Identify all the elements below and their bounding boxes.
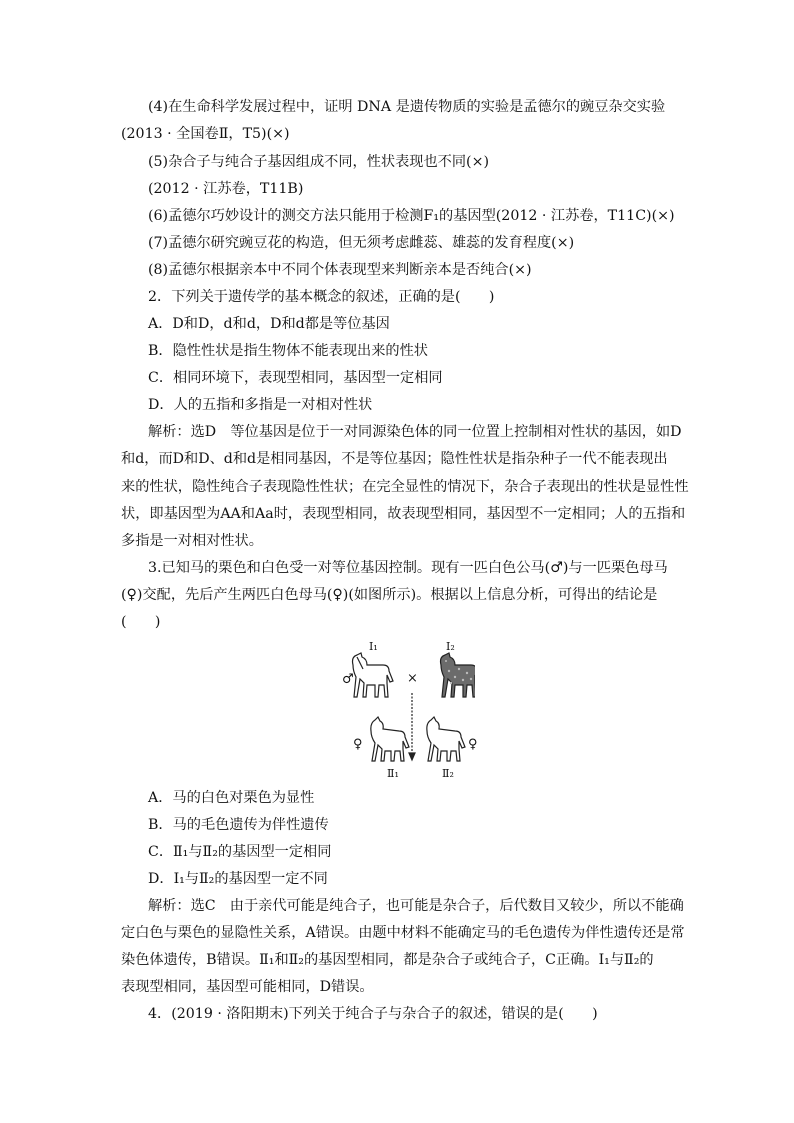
analysis-3-line-2: 定白色与栗色的显隐性关系，A错误。由题中材料不能确定马的毛色遗传为伴性遗传还是常 (121, 925, 685, 941)
analysis-3-line-3: 染色体遗传，B错误。Ⅱ₁和Ⅱ₂的基因型相同，都是杂合子或纯合子，C正确。Ⅰ₁与Ⅱ₂的 (121, 952, 654, 968)
analysis-2-line-4: 状，即基因型为AA和Aa时，表现型相同，故表现型相同，基因型不一定相同；人的五指和 (121, 506, 686, 522)
horse-pedigree-drawing (325, 635, 475, 785)
option-2c: C．相同环境下，表现型相同，基因型一定相同 (148, 370, 443, 386)
white-horse-child-2-icon (427, 717, 465, 761)
text-line-7: (8)孟德尔根据亲本中不同个体表现型来判断亲本是否纯合(×) (148, 262, 532, 278)
question-3-stem-1: 3.已知马的栗色和白色受一对等位基因控制。现有一匹白色公马(♂)与一匹栗色母马 (148, 560, 668, 576)
label-generation-1-individual-1: Ⅰ₁ (369, 640, 378, 653)
option-3b: B．马的毛色遗传为伴性遗传 (148, 817, 329, 833)
label-generation-2-individual-2: Ⅱ₂ (442, 767, 454, 780)
analysis-2-line-3: 来的性状，隐性纯合子表现隐性性状；在完全显性的情况下，杂合子表现出的性状是显性性 (121, 479, 689, 495)
option-3c: C．Ⅱ₁与Ⅱ₂的基因型一定相同 (148, 844, 332, 860)
option-2a: A．D和D，d和d，D和d都是等位基因 (148, 316, 390, 332)
option-3a: A．马的白色对栗色为显性 (148, 790, 315, 806)
option-2d: D．人的五指和多指是一对相对性状 (148, 397, 373, 413)
cross-symbol: × (407, 671, 418, 686)
analysis-3-line-1: 解析：选C 由于亲代可能是纯合子，也可能是杂合子，后代数目又较少，所以不能确 (148, 898, 684, 914)
chestnut-horse-parent-2-icon (441, 653, 476, 697)
text-line-5: (6)孟德尔巧妙设计的测交方法只能用于检测F₁的基因型(2012 · 江苏卷，T11C)(×) (148, 208, 675, 224)
question-3-stem-2: (♀)交配，先后产生两匹白色母马(♀)(如图所示)。根据以上信息分析，可得出的结论是 (121, 587, 658, 603)
horse-pedigree-figure (325, 635, 478, 785)
descent-arrow-icon (409, 693, 415, 760)
label-generation-2-individual-1: Ⅱ₁ (387, 767, 399, 780)
female-symbol-child-2: ♀ (468, 737, 478, 752)
white-horse-parent-1-icon (353, 653, 394, 697)
label-generation-1-individual-2: Ⅰ₂ (446, 640, 455, 653)
text-line-2: (2013 · 全国卷Ⅱ，T5)(×) (121, 126, 290, 142)
male-symbol: ♂ (342, 672, 354, 687)
analysis-2-line-1: 解析：选D 等位基因是位于一对同源染色体的同一位置上控制相对性状的基因，如D (148, 424, 682, 440)
analysis-3-line-4: 表现型相同，基因型可能相同，D错误。 (121, 979, 374, 995)
text-line-6: (7)孟德尔研究豌豆花的构造，但无须考虑雌蕊、雄蕊的发育程度(×) (148, 235, 575, 251)
text-line-1: (4)在生命科学发展过程中，证明 DNA 是遗传物质的实验是孟德尔的豌豆杂交实验 (148, 99, 666, 115)
question-4-stem: 4．(2019 · 洛阳期末)下列关于纯合子与杂合子的叙述，错误的是( ) (148, 1006, 598, 1022)
option-2b: B．隐性性状是指生物体不能表现出来的性状 (148, 343, 428, 359)
text-line-3: (5)杂合子与纯合子基因组成不同，性状表现也不同(×) (148, 154, 489, 170)
question-3-stem-3: ( ) (121, 614, 161, 630)
analysis-2-line-2: 和d，而D和D、d和d是相同基因，不是等位基因；隐性性状是指杂种子一代不能表现出 (121, 451, 668, 467)
text-line-4: (2012 · 江苏卷，T11B) (148, 181, 304, 197)
white-horse-child-1-icon (371, 717, 409, 761)
female-symbol-child-1: ♀ (353, 737, 363, 752)
question-2-stem: 2．下列关于遗传学的基本概念的叙述，正确的是( ) (148, 289, 495, 305)
option-3d: D．Ⅰ₁与Ⅱ₂的基因型一定不同 (148, 871, 328, 887)
analysis-2-line-5: 多指是一对相对性状。 (121, 533, 263, 549)
